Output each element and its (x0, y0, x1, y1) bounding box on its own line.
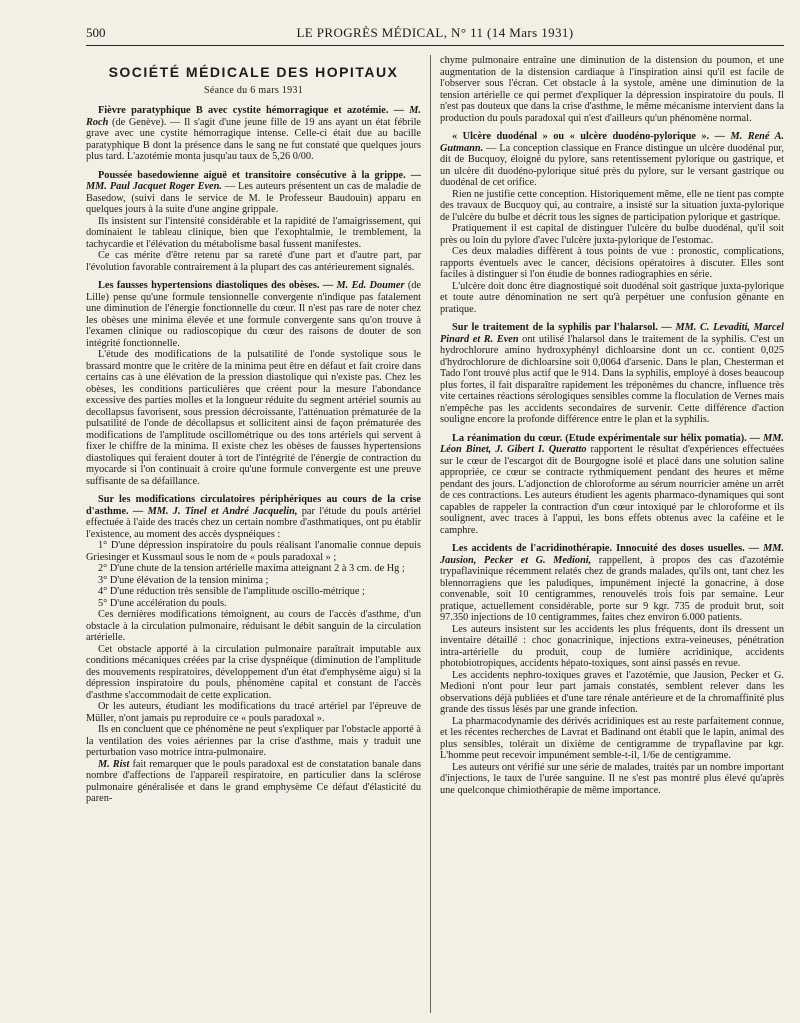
article-ulcer (440, 131, 784, 189)
paragraph: Les auteurs insistent sur les accidents les plus fréquents, dont ils dressent un inventaire détaillé : choc gonacrinique, injections extra-veineuses, pénétration intra-artérielle du produit, coup de lumière acridinique, accidents photobiotropiques, accidents hépato-toxiques, sont ainsi passés en revue. (440, 623, 784, 669)
list-item: 4° D'une réduction très sensible de l'amplitude oscillo-métrique ; (98, 586, 365, 597)
paragraph: Ces deux maladies diffèrent à tous points de vue : pronostic, complications, rapports éventuels avec le cancer, décisions opératoires à discuter. Elles sont faciles à distinguer si l'on étudie de bonnes radiographies en série. (440, 246, 784, 280)
article-heading: « Ulcère duodénal » ou « ulcère duodéno-pylorique ». (452, 131, 710, 142)
paragraph: Les auteurs ont vérifié sur une série de malades, traités par un nombre important d'injections, le taux de l'urée sanguine. Il ne s'est pas montré plus élevé qu'après une quelconque chimiothérapie de même importance. (440, 761, 784, 796)
article-text: (de Lille) pense qu'une formule tensionnelle convergente n'indique pas fatalement une diminution de l'énergie fonctionnelle du cœur. Il n'est pas rare de noter chez les obèses une minima élevée et une formule convergente sans qu'on trouve à l'examen clinique ou radioscopique du cœur des raisons de douter de son intégrité fonctionnelle. (86, 280, 421, 349)
article-author: — M. Roch (86, 105, 421, 128)
header-rule (86, 45, 784, 46)
article-heading: Fièvre paratyphique B avec cystite hémorragique et azotémie. (98, 105, 389, 116)
article-heading: Les accidents de l'acridinothérapie. Innocuité des doses usuelles. (452, 543, 745, 554)
article-basedow (86, 170, 421, 216)
paragraph: Or les auteurs, étudiant les modifications du tracé artériel par l'épreuve de Müller, n'ont jamais pu reproduire ce « pouls paradoxal ». (86, 701, 421, 724)
page-number: 500 (86, 25, 106, 40)
list-item: 5° D'une accélération du pouls. (98, 597, 227, 609)
paragraph: La pharmacodynamie des dérivés acridiniques est au reste parfaitement connue, et les récentes recherches de Lavrat et Badinand ont établi que le lapin, animal des plus sensibles, tolérait un dixième de centigramme de trypaflavine par kgr. L'homme peut recevoir impunément semble-t-il, 1/6e de centigramme. (440, 715, 784, 761)
list-item: 2° D'une chute de la tension artérielle maxima atteignant 2 à 3 cm. de Hg ; (98, 563, 405, 574)
paragraph: Pratiquement il est capital de distinguer l'ulcère du bulbe duodénal, qu'il soit près ou loin du pylore d'avec l'ulcère juxta-pylorique de l'estomac. (440, 223, 784, 246)
article-halarsol (440, 322, 784, 426)
article-text: — La conception classique en France distingue un ulcère duodénal pur, dit de Bucquoy, éloigné du pylore, sans retentissement pylorique ou gastrique, et un ulcère dit duodéno-pylorique situé près du pylore, sur le versant gastrique ou duodénal de cet orifice. (440, 142, 784, 188)
left-column (86, 55, 421, 1013)
article-author: — MM. Paul Jacquet Roger Even. (86, 169, 421, 192)
paragraph: L'ulcère doit donc être diagnostiqué soit duodénal soit gastrique juxta-pylorique et toute autre dénomination ne sert qu'à perpétuer une confusion gênante en pratique. (440, 280, 784, 315)
paragraph-rist (86, 759, 421, 805)
section-title: SOCIÉTÉ MÉDICALE DES HOPITAUX (108, 64, 399, 80)
paragraph-continued: chyme pulmonaire entraîne une diminution de la distension du poumon, et une augmentation de la distension cardiaque à l'inspiration ainsi qu'il est facile de l'observer sous l'écran. Cet obstacle à la systole, amène une diminution de la tension artérielle ce qui permet d'expliquer la dépression inspiratoire du pouls. Il n'est pas douteux que dans la crise d'asthme, le même mécanisme intervient dans la production du pouls paradoxal qui n'est d'ailleurs qu'un phénomène normal. (440, 55, 784, 124)
article-text: ont utilisé l'halarsol dans le traitement de la syphilis. C'est un hydrochlorure amino hydroxyphényl dichloarsine dont un cc. contient 0,025 d'hydrochlorure de dichloarsine soit 0,0064 d'arsenic. Dans le plan, Chesterman et Tado l'ont trouvé plus actif que le 914. Dans la syphilis, employé à doses beaucoup plus fortes, il fait disparaître rapidement les tréponèmes du chancre, influence très vite certaines réactions sérologiques sensibles comme la floculation de Vernes mais n'empêche pas les accidents secondaires de survenir. Cette différence d'action souligne encore la profonde différence entre le plan et la syphilis. (440, 333, 784, 425)
running-head (86, 25, 784, 43)
article-heading: Sur le traitement de la syphilis par l'halarsol. (452, 322, 658, 333)
paragraph: L'étude des modifications de la pulsatilité de l'onde systolique sous le brassard montre que le critère de la minima peut être en défaut et fait croire dans certains cas à une élévation de la pression diastolique qui n'existe pas. Chez les obèses, les conditions particulières que créent pour la mesure l'abondance excessive des parties molles et la longueur réduite du segment artériel soumis au decollapsus favorisent, sous pression décroissante, l'atténuation prématurée de la pulsatilité de l'onde de décollapsus et sollicitent ainsi de façon prématurée des modifications de l'amplitude oscillométrique ou des tons artériels qui servent à fixer le chiffre de la minima. Il existe chez les obèses de fausses hypertensions diastoliques qui feraient douter à tort de l'intégrité de l'énergie de contraction du myocarde si l'on continuait à croire qu'une formule convergente est une preuve suffisante de sa défaillance. (86, 349, 421, 487)
article-asthma (86, 494, 421, 540)
article-text: — Les auteurs présentent un cas de maladie de Basedow, (suivi dans le service de M. le Professeur Baudouin) apparu en quelques jours à la suite d'une angine grippale. (86, 181, 421, 215)
paragraph: Cet obstacle apporté à la circulation pulmonaire paraîtrait imputable aux conditions mécaniques créées par la crise dyspnéique (diminution de l'amplitude des mouvements respiratoires, développement d'un état d'emphysème aigu) si la dépression inspiratoire du pouls, phénomène capital et constant de l'accès d'asthme s'accommodait de cette explication. (86, 643, 421, 701)
article-text: rapportent le résultat d'expériences effectuées sur le cœur de l'escargot dit de Bourgogne isolé et placé dans une solution saline appropriée, ce cœur se contracte rythmiquement pendant des heures et même pendant des jours. L'adjonction de chloroforme au sérum nourricier amène un arrêt de ces contractions. Les auteurs étudient les agents pharmaco-dynamiques qui sont capables de rappeler la contraction d'un cœur intoxiqué par le chloroforme et ils soulignent, avec traces à l'appui, les bons effets obtenus avec la caféine et le camphre. (440, 444, 784, 536)
article-heading: Poussée basedowienne aiguë et transitoire consécutive à la grippe. (98, 169, 406, 181)
column-divider (430, 55, 431, 1013)
article-author: — M. Ed. Doumer (322, 280, 405, 291)
article-text: fait remarquer que le pouls paradoxal est de constatation banale dans nombre d'affections de l'appareil respiratoire, en particulier dans la sclérose pulmonaire généralisée et dans le grand emphysème Ce défaut d'élasticité du paren- (86, 758, 421, 804)
article-heading: Les fausses hypertensions diastoliques des obèses. (98, 280, 320, 291)
article-author: — M. René A. Gutmann. (440, 131, 784, 154)
article-author: — MM. Léon Binet, J. Gibert I. Queratto (440, 432, 784, 455)
seance-date: Séance du 6 mars 1931 (203, 84, 304, 96)
right-column (440, 55, 784, 1013)
paragraph: Ces dernières modifications témoignent, au cours de l'accès d'asthme, d'un obstacle à la circulation pulmonaire, réduisant le débit sanguin de la circulation artérielle. (86, 609, 421, 643)
article-author: — MM. Jausion, Pecker et G. Medioni, (440, 543, 784, 566)
article-acridinotherapy (440, 543, 784, 624)
paragraph: Ils insistent sur l'intensité considérable et la rapidité de l'amaigrissement, qui dominaient le tableau clinique, bien que l'exophtalmie, le tremblement, la tachycardie et l'élévation du métabolisme basal fussent manifestes. (86, 215, 421, 250)
article-heading: La réanimation du cœur. (Etude expérimentale sur hélix pomatia). (452, 432, 747, 444)
article-paratyphoid (86, 105, 421, 163)
paragraph: Ils en concluent que ce phénomène ne peut s'expliquer par l'obstacle apporté à la ventilation des voies aériennes par la crise d'asthme, mais y traduit une perturbation vaso motrice intra-pulmonaire. (86, 724, 421, 758)
article-author: — MM. C. Levaditi, Marcel Pinard et R. Even (440, 322, 784, 345)
article-text: rappellent, à propos des cas d'azotémie trypaflavinique récemment relatés chez de grands malades, qu'ils ont, tant chez les blennorragiens que les paludiques, impunément injecté la gonacrine, à dose convenable, soit 10 centigrammes, renouvelés trois fois par semaine. Leur pratique, actuellement considérable, porte sur 9 kgr. 735 de produit brut, soit 97.350 injections de 10 centigrammes, faites chez environ 6.000 patients. (440, 554, 784, 623)
list-item: 3° D'une élévation de la tension minima ; (98, 574, 269, 586)
article-hypertension (86, 280, 421, 349)
article-text: par l'étude du pouls artériel effectuée à l'aide des tracés chez un certain nombre d'asthmatiques, ont pu établir l'existence, au moment des accès dyspnéiques : (86, 505, 421, 540)
list-item: 1° D'une dépression inspiratoire du pouls réalisant l'anomalie connue depuis Griesinger et Kussmaul sous le nom de « pouls paradoxal » ; (86, 540, 421, 563)
article-heading: Sur les modifications circulatoires périphériques au cours de la crise d'asthme. (86, 494, 421, 517)
article-author: M. Rist (98, 758, 130, 770)
journal-title: LE PROGRÈS MÉDICAL, N° 11 (14 Mars 1931) (296, 25, 574, 40)
paragraph: Ce cas mérite d'être retenu par sa rareté d'une part et d'autre part, par l'évolution favorable contrairement à la plupart des cas antérieurement signalés. (86, 250, 421, 273)
paragraph: Rien ne justifie cette conception. Historiquement même, elle ne tient pas compte des travaux de Bucquoy qui, au contraire, a insisté sur la situation juxta-pylorique de l'ulcère du bulbe et décrit tous les signes de participation pylorique et gastrique. (440, 188, 784, 223)
paragraph: Les accidents nephro-toxiques graves et l'azotémie, que Jausion, Pecker et G. Medioni n'ont pour leur part jamais constatés, semblent relever dans les observations déjà publiées et d'une tare rénale antérieure et de la chromaffinité plus grande des tissus lésés par une grande infection. (440, 669, 784, 715)
article-text: (de Genève). — Il s'agit d'une jeune fille de 19 ans ayant un état fébrile grave avec une cystite hémorragique intense. Celle-ci était due au bacille paratyphique B dont la présence dans le sang ne fut constaté que quelques jours plus tard. L'azotémie monta jusqu'au taux de 5,26 0/00. (86, 116, 421, 162)
article-author: — MM. J. Tinel et André Jacquelin, (132, 505, 298, 517)
article-heart-reanimation (440, 433, 784, 537)
